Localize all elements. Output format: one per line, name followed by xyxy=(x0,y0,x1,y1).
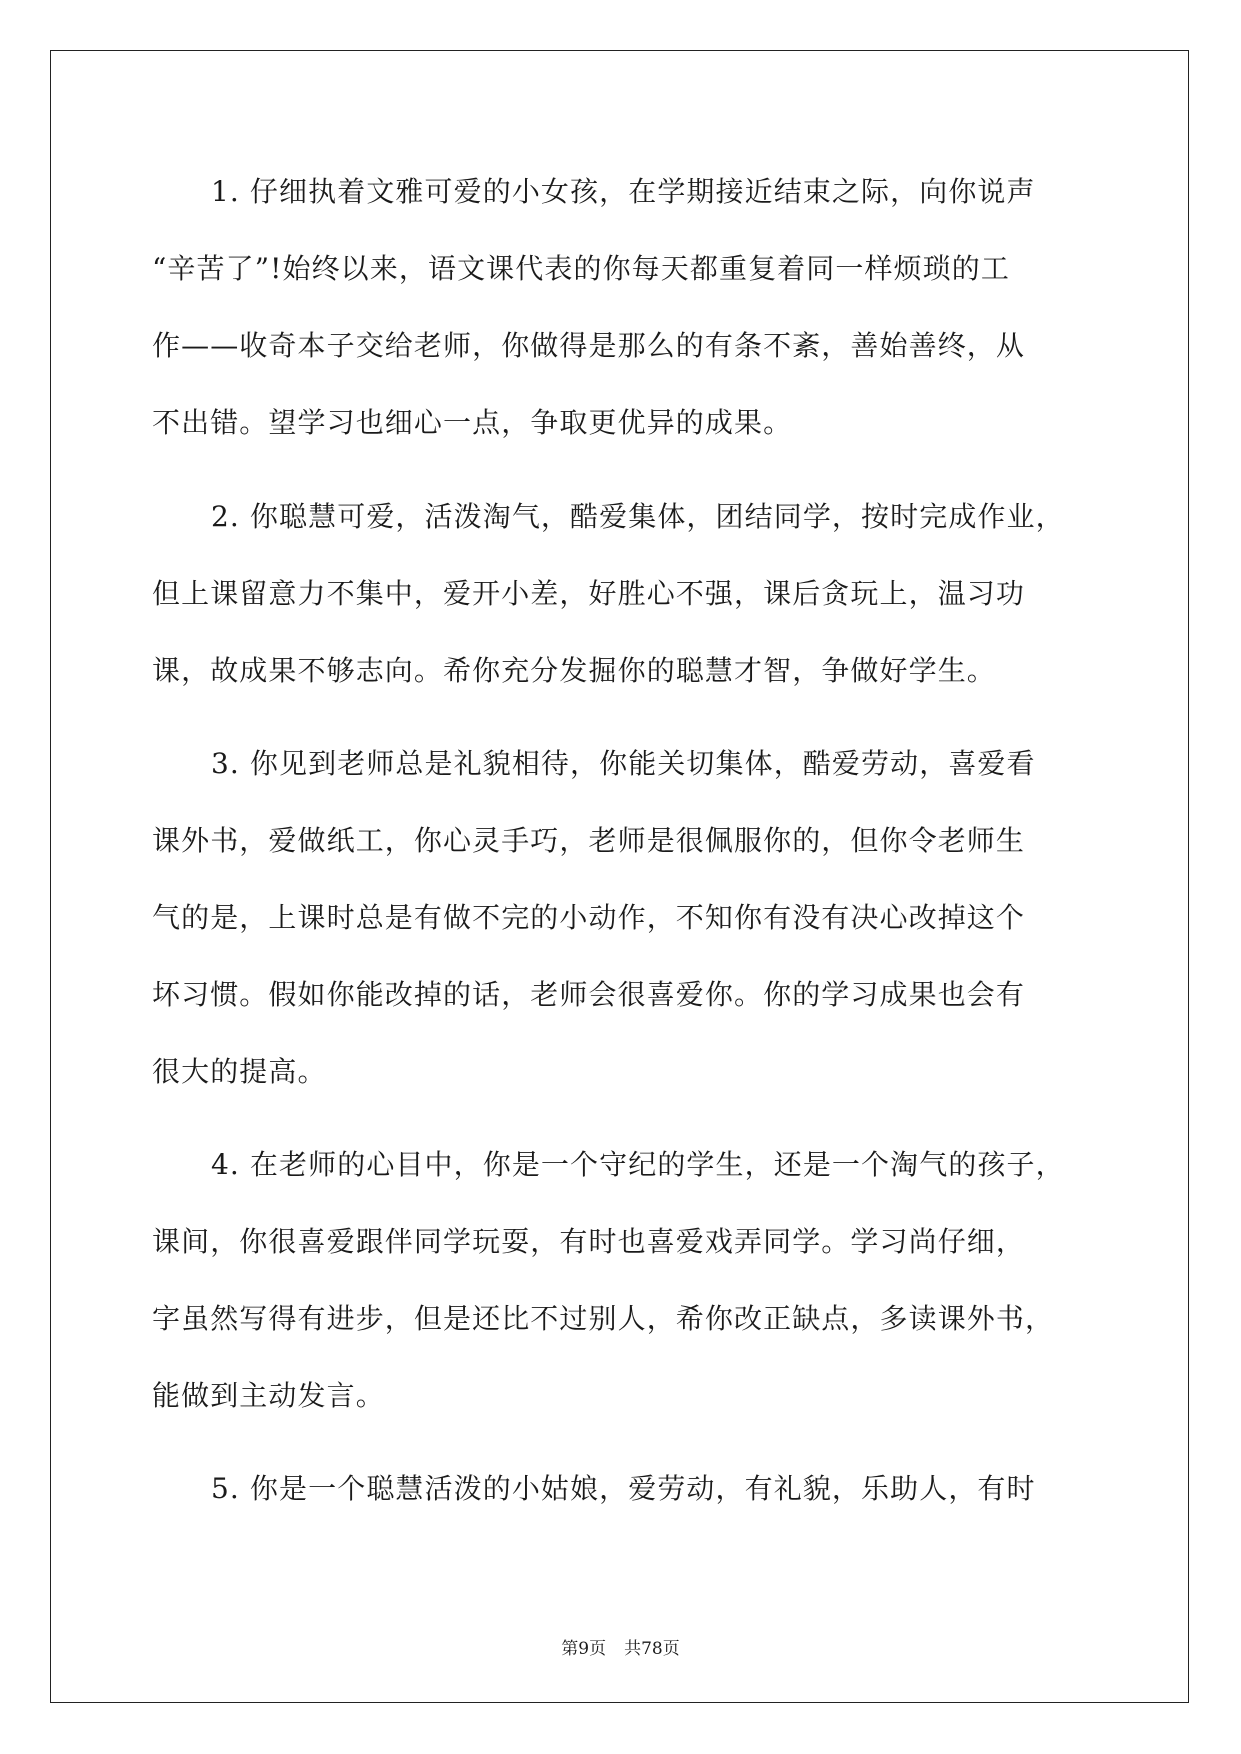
paragraph-4-line-2: 课间，你很喜爱跟伴同学玩耍，有时也喜爱戏弄同学。学习尚仔细， xyxy=(152,1225,1026,1258)
paragraph-2-line-3: 课，故成果不够志向。希你充分发掘你的聪慧才智，争做好学生。 xyxy=(152,654,996,687)
paragraph-5-line-1: 5. 你是一个聪慧活泼的小姑娘，爱劳动，有礼貌，乐助人，有时 xyxy=(211,1472,1036,1505)
paragraph-3-line-3: 气的是，上课时总是有做不完的小动作，不知你有没有决心改掉这个 xyxy=(152,901,1026,934)
page-frame xyxy=(50,50,1189,1703)
paragraph-3-line-2: 课外书，爱做纸工，你心灵手巧，老师是很佩服你的，但你令老师生 xyxy=(152,824,1026,857)
paragraph-3-line-4: 坏习惯。假如你能改掉的话，老师会很喜爱你。你的学习成果也会有 xyxy=(152,978,1026,1011)
paragraph-3-line-1: 3. 你见到老师总是礼貌相待，你能关切集体，酷爱劳动，喜爱看 xyxy=(211,747,1036,780)
paragraph-2-line-1: 2. 你聪慧可爱，活泼淘气，酷爱集体，团结同学，按时完成作业， xyxy=(211,500,1065,533)
paragraph-1-line-3: 作——收奇本子交给老师，你做得是那么的有条不紊，善始善终，从 xyxy=(152,329,1026,362)
paragraph-4-line-3: 字虽然写得有进步，但是还比不过别人，希你改正缺点，多读课外书， xyxy=(152,1302,1055,1335)
page-footer xyxy=(0,1638,1241,1660)
paragraph-1-line-1: 1. 仔细执着文雅可爱的小女孩，在学期接近结束之际，向你说声 xyxy=(211,175,1036,208)
paragraph-2-line-2: 但上课留意力不集中，爱开小差，好胜心不强，课后贪玩上，温习功 xyxy=(152,577,1026,610)
paragraph-4-line-4: 能做到主动发言。 xyxy=(152,1379,385,1412)
paragraph-4-line-1: 4. 在老师的心目中，你是一个守纪的学生，还是一个淘气的孩子， xyxy=(211,1148,1065,1181)
paragraph-1-line-2: “辛苦了”!始终以来，语文课代表的你每天都重复着同一样烦琐的工 xyxy=(152,252,1010,285)
page-number-total: 共78页 xyxy=(624,1639,680,1659)
paragraph-1-line-4: 不出错。望学习也细心一点，争取更优异的成果。 xyxy=(152,406,793,439)
paragraph-3-line-5: 很大的提高。 xyxy=(152,1055,327,1088)
page-number-current: 第9页 xyxy=(561,1639,607,1659)
